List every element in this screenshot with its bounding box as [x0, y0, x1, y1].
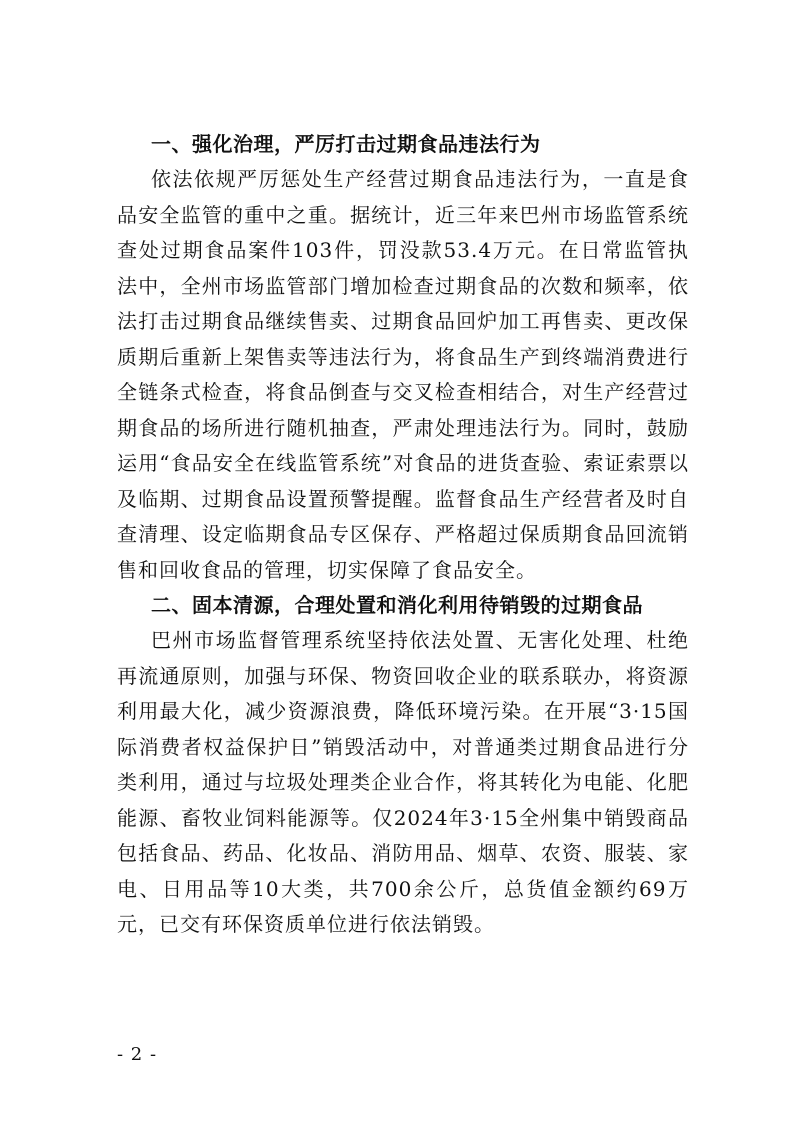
section-paragraph-1: 依法依规严厉惩处生产经营过期食品违法行为，一直是食品安全监管的重中之重。据统计，近三年来巴州市场监管系统查处过期食品案件103件，罚没款53.4万元。在日常监管执法中，全州市场监管部门增加检查过期食品的次数和频率，依法打击过期食品继续售卖、过期食品回炉加工再售卖、更改保质期后重新上架售卖等违法行为，将食品生产到终端消费进行全链条式检查，将食品倒查与交叉检查相结合，对生产经营过期食品的场所进行随机抽查，严肃处理违法行为。同时，鼓励运用“食品安全在线监管系统”对食品的进货查验、索证索票以及临期、过期食品设置预警提醒。监督食品生产经营者及时自查清理、设定临期食品专区保存、严格超过保质期食品回流销售和回收食品的管理，切实保障了食品安全。 — [117, 167, 689, 582]
page-number: - 2 - — [117, 1044, 158, 1065]
section-heading-2: 二、固本清源，合理处置和消化利用待销毁的过期食品 — [151, 593, 643, 617]
document-body — [117, 127, 689, 943]
section-paragraph-2: 巴州市场监督管理系统坚持依法处置、无害化处理、杜绝再流通原则，加强与环保、物资回收企业的联系联办，将资源利用最大化，减少资源浪费，降低环境污染。在开展“3·15国际消费者权益保护日”销毁活动中，对普通类过期食品进行分类利用，通过与垃圾处理类企业合作，将其转化为电能、化肥能源、畜牧业饲料能源等。仅2024年3·15全州集中销毁商品包括食品、药品、化妆品、消防用品、烟草、农资、服装、家电、日用品等10大类，共700余公斤，总货值金额约69万元，已交有环保资质单位进行依法销毁。 — [117, 628, 689, 936]
section-heading-1: 一、强化治理，严厉打击过期食品违法行为 — [151, 132, 541, 156]
